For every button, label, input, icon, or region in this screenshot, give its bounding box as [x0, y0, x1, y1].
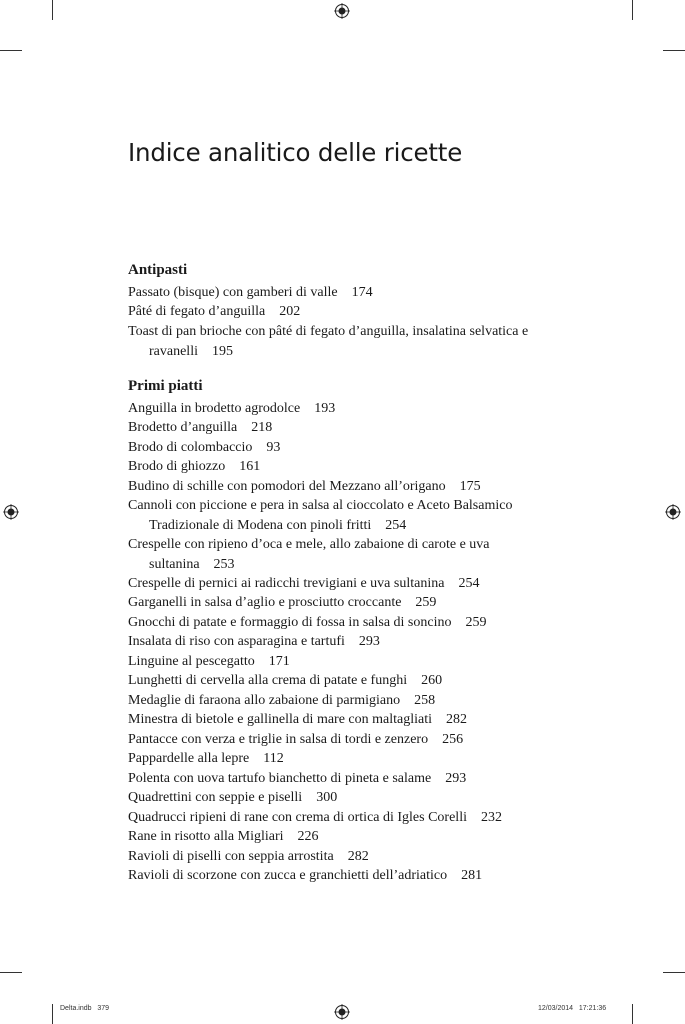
index-entry: Crespelle di pernici ai radicchi trevigiani e uva sultanina 254: [128, 576, 480, 591]
index-entry: Garganelli in salsa d’aglio e prosciutto croccante 259: [128, 595, 437, 610]
index-entry: Passato (bisque) con gamberi di valle 174: [128, 285, 373, 300]
crop-mark-top-right-h: [663, 50, 685, 51]
index-entry: Brodetto d’anguilla 218: [128, 420, 273, 435]
index-entry: Pantacce con verza e triglie in salsa di tordi e zenzero 256: [128, 732, 464, 747]
index-entry: Ravioli di scorzone con zucca e granchietti dell’adriatico 281: [128, 868, 483, 883]
index-entry: Quadrucci ripieni di rane con crema di ortica di Igles Corelli 232: [128, 810, 502, 825]
index-entry: Minestra di bietole e gallinella di mare con maltagliati 282: [128, 712, 468, 727]
index-entry: Insalata di riso con asparagina e tartufi 293: [128, 634, 380, 649]
index-entry: Anguilla in brodetto agrodolce 193: [128, 401, 336, 416]
index-entry: Brodo di colombaccio 93: [128, 440, 281, 455]
crop-mark-bottom-right-h: [663, 972, 685, 973]
registration-mark-icon: [334, 3, 350, 19]
index-entry: Budino di schille con pomodori del Mezzano all’origano 175: [128, 479, 481, 494]
crop-mark-bottom-left-h: [0, 972, 22, 973]
index-entry: Pâté di fegato d’anguilla 202: [128, 304, 301, 319]
registration-mark-icon: [334, 1004, 350, 1020]
index-entry: Medaglie di faraona allo zabaione di parmigiano 258: [128, 693, 436, 708]
crop-mark-top-left: [52, 0, 53, 20]
index-entry: Polenta con uova tartufo bianchetto di pineta e salame 293: [128, 771, 467, 786]
crop-mark-bottom-right: [632, 1004, 633, 1024]
index-entry: Crespelle con ripieno d’oca e mele, allo zabaione di carote e uva sultanina 253: [128, 537, 490, 572]
index-entry: Linguine al pescegatto 171: [128, 654, 290, 669]
slug-timestamp: 12/03/2014 17:21:36: [538, 1005, 607, 1012]
index-entry: Rane in risotto alla Migliari 226: [128, 829, 319, 844]
registration-mark-icon: [665, 504, 681, 520]
section-heading-primi-piatti: Primi piatti: [128, 378, 203, 394]
registration-mark-icon: [3, 504, 19, 520]
crop-mark-top-right: [632, 0, 633, 20]
slug-file-info: Delta.indb 379: [60, 1005, 110, 1012]
index-entry: Pappardelle alla lepre 112: [128, 751, 284, 766]
index-entry: Lunghetti di cervella alla crema di patate e funghi 260: [128, 673, 443, 688]
index-entry: Brodo di ghiozzo 161: [128, 459, 261, 474]
index-entry: Cannoli con piccione e pera in salsa al cioccolato e Aceto Balsamico Tradizionale di Modena con pinoli fritti 254: [128, 498, 513, 533]
crop-mark-bottom-left: [52, 1004, 53, 1024]
crop-mark-top-left-h: [0, 50, 22, 51]
index-entry: Toast di pan brioche con pâté di fegato d’anguilla, insalatina selvatica e ravanelli 195: [128, 324, 529, 359]
index-entry: Quadrettini con seppie e piselli 300: [128, 790, 338, 805]
section-heading-antipasti: Antipasti: [128, 262, 188, 278]
index-entry: Gnocchi di patate e formaggio di fossa in salsa di soncino 259: [128, 615, 487, 630]
index-entry: Ravioli di piselli con seppia arrostita 282: [128, 849, 369, 864]
page-title: Indice analitico delle ricette: [128, 138, 463, 167]
